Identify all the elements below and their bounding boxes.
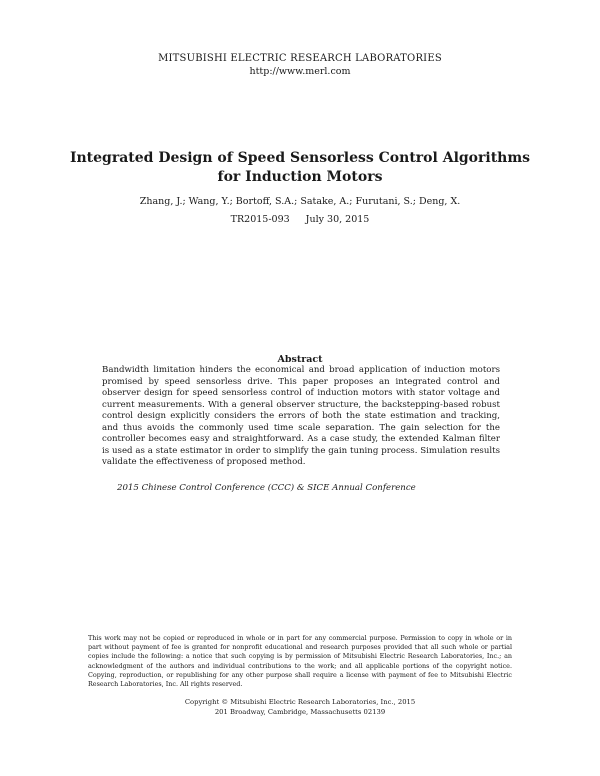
report-info — [0, 214, 600, 225]
copyright-notice: This work may not be copied or reproduced in whole or in part for any commercial purpose. Permission to copy in whole or in part without payment of fee is granted for nonprofit educational and research purposes provided that all such whole or partial copies include the following: a notice that such copying is by permission of Mitsubishi Electric Research Laboratories, Inc.; an acknowledgment of the authors and individual contributions to the work; and all applicable portions of the copyright notice. Copying, reproduction, or republishing for any other purpose shall require a license with payment of fee to Mitsubishi Electric Research Laboratories, Inc. All rights reserved. — [88, 634, 512, 689]
lab-address: 201 Broadway, Cambridge, Massachusetts 02139 — [214, 707, 386, 716]
abstract-text: Bandwidth limitation hinders the economical and broad application of induction motors promised by speed sensorless drive. This paper proposes an integrated control and observer design for speed sensorless control of induction motors with stator voltage and current measurements. With a general observer structure, the backstepping-based robust control design explicitly considers the errors of both the state estimation and tracking, and thus avoids the commonly used time scale separation. The gain selection for the controller becomes easy and straightforward. As a case study, the extended Kalman filter is used as a state estimator in order to simplify the gain tuning process. Simulation results validate the effectiveness of proposed method. — [102, 365, 500, 467]
copyright-block — [0, 698, 600, 717]
venue-citation: 2015 Chinese Control Conference (CCC) & SICE Annual Conference — [117, 483, 416, 493]
abstract-heading: Abstract — [277, 354, 323, 365]
lab-url[interactable]: http://www.merl.com — [249, 66, 351, 77]
paper-title — [60, 149, 540, 187]
copyright-line: Copyright © Mitsubishi Electric Research Laboratories, Inc., 2015 — [184, 698, 416, 706]
report-date: July 30, 2015 — [305, 214, 370, 225]
author-list: Zhang, J.; Wang, Y.; Bortoff, S.A.; Satake, A.; Furutani, S.; Deng, X. — [139, 196, 461, 207]
paper-title-line-2: for Induction Motors — [217, 169, 383, 185]
report-number: TR2015-093 — [230, 214, 290, 225]
lab-name: MITSUBISHI ELECTRIC RESEARCH LABORATORIES — [158, 53, 442, 64]
paper-title-line-1: Integrated Design of Speed Sensorless Control Algorithms — [69, 150, 531, 166]
